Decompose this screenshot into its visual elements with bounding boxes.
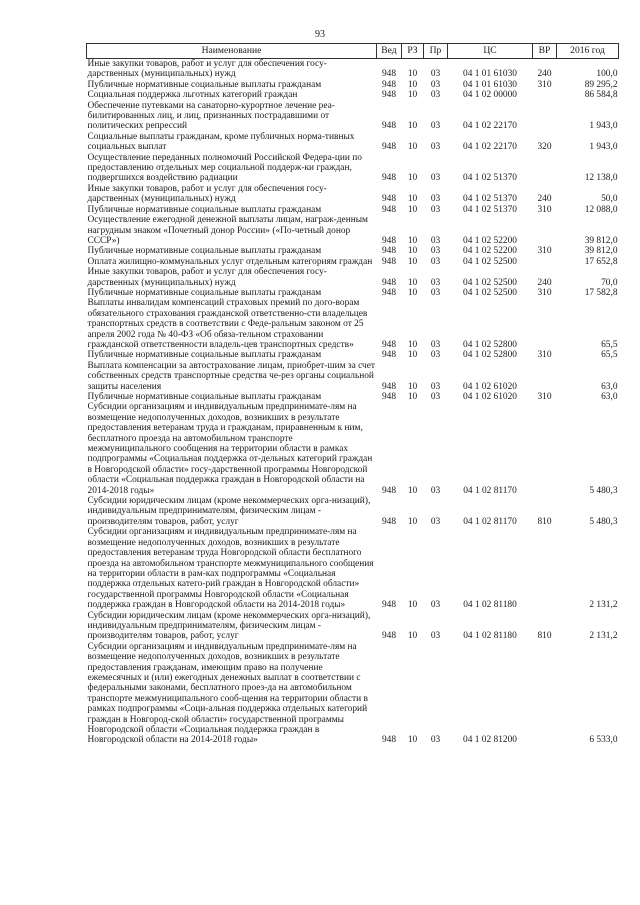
row-pr: 03 — [430, 90, 441, 101]
row-cs: 04 1 01 61030 — [463, 69, 517, 80]
row-cs: 04 1 02 52500 — [463, 256, 517, 267]
row-cs: 04 1 02 52500 — [463, 287, 517, 298]
row-vr: 810 — [537, 516, 552, 527]
table-row — [87, 80, 619, 90]
row-ved: 948 — [381, 142, 397, 153]
row-cs: 04 1 02 81180 — [463, 600, 517, 611]
row-ved: 948 — [381, 79, 397, 90]
row-amount: 5 480,3 — [589, 485, 618, 496]
row-name: Субсидии организациям и индивидуальным предпринимате-лям на возмещение недополученных доходов, возникших в результате предоставления гражданам, имеющим право на получение ежемесячных и (или) ежегодных денежных выплат в соответствии с федеральными законами, бесплатного проез-да на автомобильном транспорте межмуниципального сооб-щения на территории области в рамках подпрограммы «Соци-альная поддержка отдельных категорий граждан в Новгород-ской области» государственной программы Новгородской области «Социальная поддержка граждан в Новгородской области на 2014-2018 годы» — [87, 641, 368, 746]
row-rz: 10 — [407, 121, 418, 132]
row-rz: 10 — [407, 194, 418, 205]
row-ved: 948 — [381, 204, 397, 215]
row-amount: 63,0 — [601, 392, 618, 402]
row-cs: 04 1 02 52200 — [463, 246, 517, 257]
row-ved: 948 — [381, 256, 397, 267]
row-pr: 03 — [430, 173, 441, 184]
row-cs: 04 1 02 52200 — [463, 235, 517, 246]
header-year: 2016 год — [557, 44, 619, 59]
row-amount: 63,0 — [601, 381, 618, 392]
row-cs: 04 1 02 22170 — [463, 121, 517, 132]
page-number: 93 — [315, 29, 325, 40]
row-amount: 65,5 — [601, 350, 618, 361]
table-row — [87, 132, 619, 153]
table-row — [87, 361, 619, 392]
row-cs: 04 1 02 22170 — [463, 142, 517, 153]
row-vr: 240 — [537, 194, 552, 205]
row-vr — [533, 101, 557, 132]
row-vr — [533, 215, 557, 246]
row-rz: 10 — [407, 287, 418, 298]
row-name: Публичные нормативные социальные выплаты гражданам — [87, 204, 322, 215]
row-vr — [533, 402, 557, 496]
row-ved: 948 — [381, 69, 397, 80]
row-rz: 10 — [407, 277, 418, 288]
table-body — [87, 59, 619, 746]
row-rz: 10 — [407, 735, 418, 746]
row-cs: 04 1 02 51370 — [463, 173, 517, 184]
row-cs: 04 1 02 52800 — [463, 339, 517, 350]
row-pr: 03 — [430, 339, 441, 350]
row-name: Осуществление ежегодной денежной выплаты лицам, награж-денным нагрудным знаком «Почетный донор России» («По-четный донор СССР») — [87, 215, 368, 246]
header-vr: ВР — [533, 44, 557, 59]
row-pr: 03 — [430, 256, 441, 267]
row-rz: 10 — [407, 631, 418, 642]
table-header-row — [87, 44, 619, 59]
table-row — [87, 527, 619, 610]
row-amount: 17 582,8 — [584, 287, 618, 298]
table-row — [87, 101, 619, 132]
row-rz: 10 — [407, 350, 418, 361]
table-row — [87, 184, 619, 205]
row-pr: 03 — [430, 79, 441, 90]
row-ved: 948 — [381, 246, 397, 257]
row-vr: 310 — [537, 350, 552, 361]
row-amount: 89 295,2 — [584, 79, 618, 90]
row-ved: 948 — [381, 121, 397, 132]
header-ved: Вед — [377, 44, 402, 59]
table-row — [87, 350, 619, 360]
table-row — [87, 257, 619, 267]
row-rz: 10 — [407, 339, 418, 350]
row-pr: 03 — [430, 142, 441, 153]
row-vr — [533, 298, 557, 350]
row-rz: 10 — [407, 246, 418, 257]
row-pr: 03 — [430, 735, 441, 746]
row-ved: 948 — [381, 735, 397, 746]
table-row — [87, 611, 619, 642]
row-cs: 04 1 02 81180 — [463, 631, 517, 642]
row-cs: 04 1 02 61020 — [463, 381, 517, 392]
row-amount: 50,0 — [601, 194, 618, 205]
row-cs: 04 1 02 52800 — [463, 350, 517, 361]
row-name: Публичные нормативные социальные выплаты гражданам — [87, 287, 322, 298]
header-rz: РЗ — [402, 44, 424, 59]
header-name: Наименование — [87, 44, 377, 59]
row-cs: 04 1 02 81200 — [463, 735, 517, 746]
row-ved: 948 — [381, 339, 397, 350]
row-vr — [533, 90, 557, 100]
header-cs: ЦС — [448, 44, 533, 59]
row-pr: 03 — [430, 194, 441, 205]
row-pr: 03 — [430, 246, 441, 257]
table-row — [87, 246, 619, 256]
row-vr — [533, 527, 557, 610]
row-vr: 240 — [537, 277, 552, 288]
row-pr: 03 — [430, 69, 441, 80]
row-pr: 03 — [430, 600, 441, 611]
row-rz: 10 — [407, 90, 418, 101]
table-row — [87, 59, 619, 80]
table-row — [87, 90, 619, 100]
row-name: Субсидии юридическим лицам (кроме некоммерческих орга-низаций), индивидуальным предпринимателям, физическим лицам - производителям товаров, работ, услуг — [87, 610, 371, 642]
row-amount: 12 138,0 — [584, 173, 618, 184]
row-pr: 03 — [430, 516, 441, 527]
row-name: Социальная поддержка льготных категорий граждан — [87, 90, 298, 101]
row-ved: 948 — [381, 173, 397, 184]
row-cs: 04 1 01 61030 — [463, 79, 517, 90]
row-rz: 10 — [407, 256, 418, 267]
row-name: Субсидии организациям и индивидуальным предпринимате-лям на возмещение недополученных доходов, возникших в результате предоставления ветеранам труда и гражданам, приравненным к ним, бесплатного проезда на автомобильном транспорте межмуниципального сообщения на территории области в рамках подпрограммы «Социальная поддержка от-дельных категорий граждан в Новгородской области» госу-дарственной программы Новгородской области «Социальная поддержка граждан в Новгородской области на 2014-2018 годы» — [87, 402, 373, 496]
row-ved: 948 — [381, 235, 397, 246]
row-ved: 948 — [381, 381, 397, 392]
row-amount: 70,0 — [601, 277, 618, 288]
row-rz: 10 — [407, 173, 418, 184]
row-cs: 04 1 02 00000 — [463, 90, 517, 101]
row-vr — [533, 361, 557, 392]
row-name: Оплата жилищно-коммунальных услуг отдельным категориям граждан — [87, 256, 373, 267]
row-pr: 03 — [430, 204, 441, 215]
row-name: Выплата компенсации за автострахование лицам, приобрет-шим за счет собственных средств транспортные средства че-рез органы социальной защиты населения — [87, 360, 376, 392]
row-ved: 948 — [381, 194, 397, 205]
row-pr: 03 — [430, 121, 441, 132]
row-rz: 10 — [407, 204, 418, 215]
row-vr — [533, 642, 557, 746]
row-name: Субсидии организациям и индивидуальным предпринимате-лям на возмещение недополученных доходов, возникших в результате предоставления ветеранам труда Новгородской области бесплатного проезда на автомобильном транспорте межмуниципального сообщения на территории области в рам-ках подпрограммы «Социальная поддержка отдельных катего-рий граждан в Новгородской области» государственной программы Новгородской области «Социальная поддержка граждан в Новгородской области на 2014-2018 годы» — [87, 527, 374, 611]
row-amount: 39 812,0 — [584, 235, 618, 246]
row-name: Публичные нормативные социальные выплаты гражданам — [87, 350, 322, 361]
row-rz: 10 — [407, 485, 418, 496]
row-rz: 10 — [407, 79, 418, 90]
row-vr: 310 — [537, 287, 552, 298]
row-rz: 10 — [407, 381, 418, 392]
row-pr: 03 — [430, 287, 441, 298]
table-row — [87, 642, 619, 746]
row-amount: 12 088,0 — [584, 204, 618, 215]
row-amount: 100,0 — [596, 69, 618, 80]
row-pr: 03 — [430, 392, 441, 402]
table-row — [87, 215, 619, 246]
row-cs: 04 1 02 81170 — [463, 516, 517, 527]
row-rz: 10 — [407, 392, 418, 402]
row-vr — [533, 257, 557, 267]
table-row — [87, 267, 619, 288]
row-amount: 5 480,3 — [589, 516, 618, 527]
table-row — [87, 496, 619, 527]
row-ved: 948 — [381, 287, 397, 298]
table-row — [87, 298, 619, 350]
row-pr: 03 — [430, 277, 441, 288]
row-vr: 310 — [537, 79, 552, 90]
row-cs: 04 1 02 51370 — [463, 204, 517, 215]
row-amount: 2 131,2 — [589, 631, 618, 642]
row-name: Социальные выплаты гражданам, кроме публичных норма-тивных социальных выплат — [87, 131, 355, 153]
table-row — [87, 402, 619, 496]
row-vr: 240 — [537, 69, 552, 80]
row-name: Обеспечение путевками на санаторно-курортное лечение реа-билитированных лиц, и лиц, признанных пострадавшими от политических репрессий — [87, 100, 335, 132]
row-amount: 6 533,0 — [589, 735, 618, 746]
row-ved: 948 — [381, 485, 397, 496]
row-name: Иные закупки товаров, работ и услуг для обеспечения госу-дарственных (муниципальных) нужд — [87, 59, 327, 80]
row-vr: 320 — [537, 142, 552, 153]
row-pr: 03 — [430, 381, 441, 392]
row-name: Субсидии юридическим лицам (кроме некоммерческих орга-низаций), индивидуальным предпринимателям, физическим лицам - производителям товаров, работ, услуг — [87, 496, 371, 527]
row-vr: 810 — [537, 631, 552, 642]
table-row — [87, 288, 619, 298]
row-amount: 1 943,0 — [589, 121, 618, 132]
budget-table — [86, 43, 619, 746]
row-rz: 10 — [407, 600, 418, 611]
table-row — [87, 392, 619, 402]
header-pr: Пр — [424, 44, 448, 59]
table-row — [87, 153, 619, 184]
row-amount: 1 943,0 — [589, 142, 618, 153]
row-vr: 310 — [537, 392, 552, 402]
row-pr: 03 — [430, 350, 441, 361]
row-name: Публичные нормативные социальные выплаты гражданам — [87, 79, 322, 90]
row-cs: 04 1 02 51370 — [463, 194, 517, 205]
row-amount: 86 584,8 — [584, 90, 618, 101]
row-vr: 310 — [537, 246, 552, 257]
row-name: Публичные нормативные социальные выплаты гражданам — [87, 246, 322, 257]
row-cs: 04 1 02 81170 — [463, 485, 517, 496]
row-amount: 65,5 — [601, 339, 618, 350]
row-ved: 948 — [381, 277, 397, 288]
row-pr: 03 — [430, 485, 441, 496]
table-row — [87, 205, 619, 215]
row-rz: 10 — [407, 235, 418, 246]
row-vr: 310 — [537, 204, 552, 215]
row-rz: 10 — [407, 142, 418, 153]
row-amount: 17 652,8 — [584, 256, 618, 267]
row-pr: 03 — [430, 235, 441, 246]
row-ved: 948 — [381, 90, 397, 101]
row-cs: 04 1 02 61020 — [463, 392, 517, 402]
row-ved: 948 — [381, 350, 397, 361]
row-rz: 10 — [407, 516, 418, 527]
row-vr — [533, 153, 557, 184]
row-pr: 03 — [430, 631, 441, 642]
row-name: Выплаты инвалидам компенсаций страховых премий по дого-ворам обязательного страхования гражданской ответственно-сти владельцев транспортных средств в соответствии с Феде-ральным законом от 25 апреля 2002 года № 40-ФЗ «Об обяза-тельном страховании гражданской ответственности владель-цев транспортных средств» — [87, 298, 368, 350]
row-ved: 948 — [381, 516, 397, 527]
row-cs: 04 1 02 52500 — [463, 277, 517, 288]
row-rz: 10 — [407, 69, 418, 80]
row-name: Осуществление переданных полномочий Российской Федера-ции по предоставлению отдельных мер социальной поддерж-ки граждан, подвергшихся воздействию радиации — [87, 152, 362, 184]
row-amount: 39 812,0 — [584, 246, 618, 257]
row-name: Иные закупки товаров, работ и услуг для обеспечения госу-дарственных (муниципальных) нужд — [87, 183, 327, 205]
row-name: Публичные нормативные социальные выплаты гражданам — [87, 392, 322, 402]
row-amount: 2 131,2 — [589, 600, 618, 611]
row-name: Иные закупки товаров, работ и услуг для обеспечения госу-дарственных (муниципальных) нужд — [87, 267, 327, 288]
row-ved: 948 — [381, 392, 397, 402]
row-ved: 948 — [381, 600, 397, 611]
row-ved: 948 — [381, 631, 397, 642]
